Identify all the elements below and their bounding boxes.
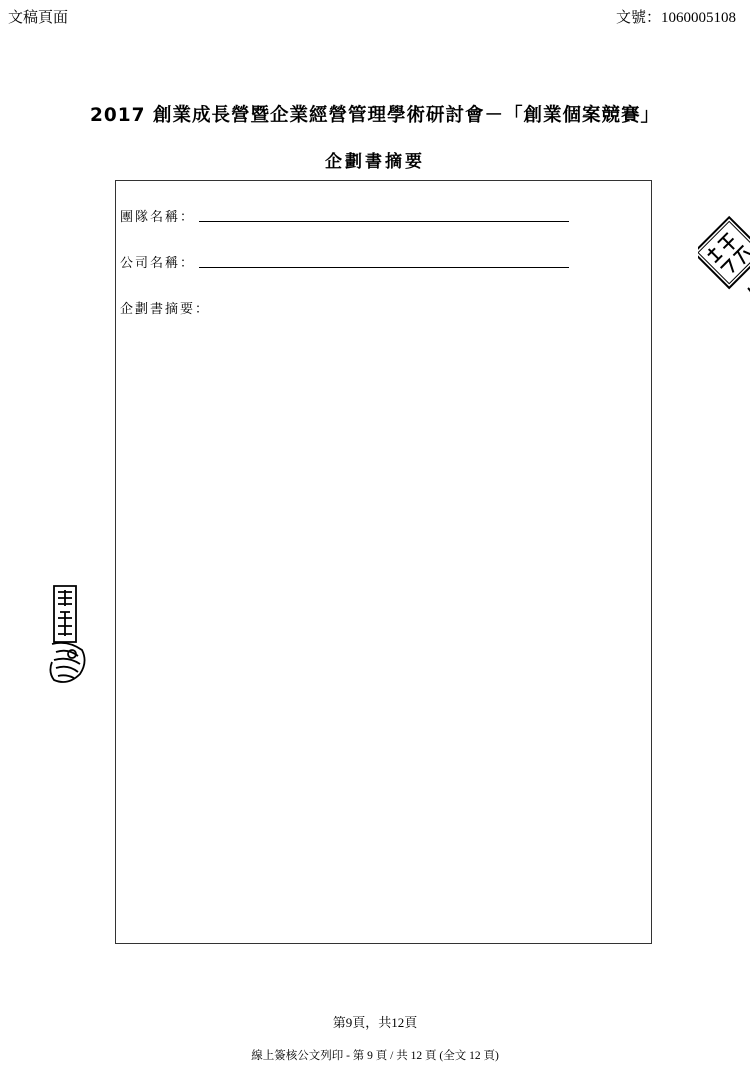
summary-label: 企劃書摘要： bbox=[120, 302, 211, 317]
page-indicator: 第9頁，共12頁 bbox=[332, 1015, 418, 1030]
header-doc-type: 文稿頁面 bbox=[8, 10, 69, 26]
company-name-row bbox=[120, 252, 569, 271]
summary-form-box bbox=[115, 180, 652, 944]
document-title: 2017 創業成長營暨企業經營管理學術研討會－「創業個案競賽」 bbox=[90, 105, 660, 126]
document-subtitle: 企劃書摘要 bbox=[325, 152, 425, 172]
print-footer: 線上簽核公文列印 - 第 9 頁 / 共 12 頁 (全文 12 頁) bbox=[251, 1050, 499, 1062]
seal-stamp-left bbox=[48, 582, 88, 686]
company-name-field-line[interactable] bbox=[199, 266, 569, 268]
company-name-label: 公司名稱： bbox=[120, 256, 196, 271]
team-name-field-line[interactable] bbox=[199, 220, 569, 222]
seal-stamp-right bbox=[698, 208, 750, 300]
team-name-row bbox=[120, 206, 569, 225]
team-name-label: 團隊名稱： bbox=[120, 210, 196, 225]
header-doc-number: 文號：1060005108 bbox=[615, 10, 736, 26]
